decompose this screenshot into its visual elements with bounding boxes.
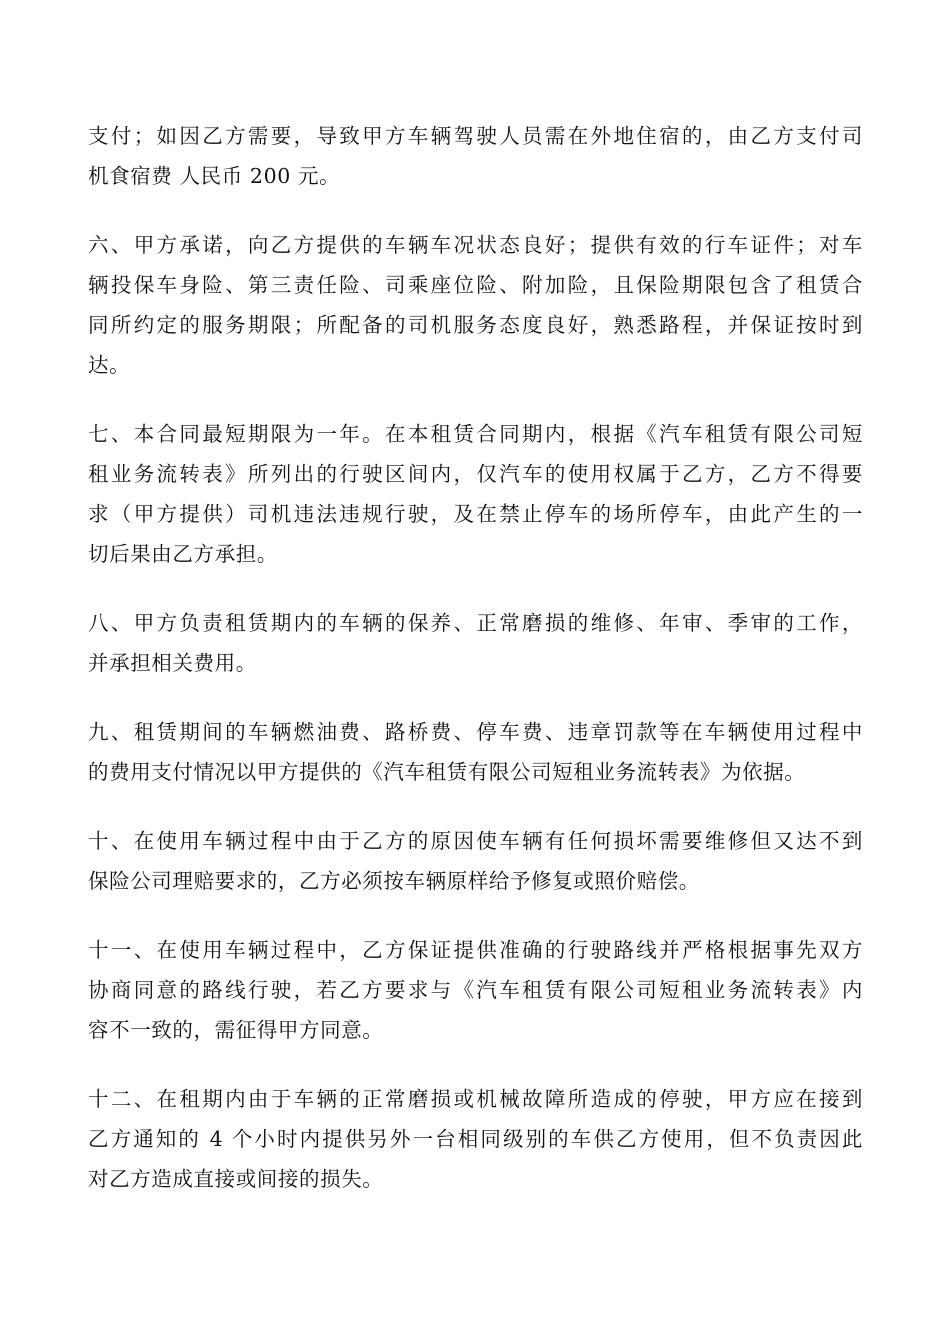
paragraph-line: 支付；如因乙方需要，导致甲方车辆驾驶人员需在外地住宿的，由乙方支付司 [88,124,863,148]
paragraph-line: 切后果由乙方承担。 [88,542,278,566]
paragraph-line: 十、在使用车辆过程中由于乙方的原因使车辆有任何损坏需要维修但又达不到 [88,829,863,853]
paragraph-line: 同所约定的服务期限；所配备的司机服务态度良好，熟悉路程，并保证按时到 [88,313,863,337]
paragraph-line: 六、甲方承诺，向乙方提供的车辆车况状态良好；提供有效的行车证件；对车 [88,233,863,257]
paragraph-clause-6 [88,225,863,385]
paragraph-line: 租业务流转表》所列出的行驶区间内，仅汽车的使用权属于乙方，乙方不得要 [88,462,863,486]
paragraph-clause-7 [88,414,863,574]
paragraph-line: 求（甲方提供）司机违法违规行驶，及在禁止停车的场所停车，由此产生的一 [88,502,863,526]
paragraph-clause-12 [88,1079,863,1199]
paragraph-line: 辆投保车身险、第三责任险、司乘座位险、附加险，且保险期限包含了租赁合 [88,273,863,297]
paragraph-line: 七、本合同最短期限为一年。在本租赁合同期内，根据《汽车租赁有限公司短 [88,422,863,446]
paragraph-line: 对乙方造成直接或间接的损失。 [88,1167,384,1191]
paragraph-clause-11 [88,930,863,1050]
paragraph-clause-9 [88,712,863,792]
paragraph-payment-continuation [88,116,863,196]
paragraph-line: 机食宿费 人民币 200 元。 [88,164,341,188]
paragraph-line: 保险公司理赔要求的，乙方必须按车辆原样给予修复或照价赔偿。 [88,869,700,893]
paragraph-line: 达。 [88,353,131,377]
paragraph-line: 容不一致的，需征得甲方同意。 [88,1018,384,1042]
paragraph-line: 十二、在租期内由于车辆的正常磨损或机械故障所造成的停驶，甲方应在接到 [88,1087,863,1111]
paragraph-line: 并承担相关费用。 [88,651,257,675]
paragraph-line: 九、租赁期间的车辆燃油费、路桥费、停车费、违章罚款等在车辆使用过程中 [88,720,863,744]
paragraph-clause-10 [88,821,863,901]
paragraph-line: 乙方通知的 4 个小时内提供另外一台相同级别的车供乙方使用，但不负责因此 [88,1127,863,1151]
paragraph-line: 十一、在使用车辆过程中，乙方保证提供准确的行驶路线并严格根据事先双方 [88,938,863,962]
paragraph-line: 协商同意的路线行驶，若乙方要求与《汽车租赁有限公司短租业务流转表》内 [88,978,863,1002]
paragraph-clause-8 [88,603,863,683]
paragraph-line: 八、甲方负责租赁期内的车辆的保养、正常磨损的维修、年审、季审的工作， [88,611,863,635]
paragraph-line: 的费用支付情况以甲方提供的《汽车租赁有限公司短租业务流转表》为依据。 [88,760,806,784]
document-body [88,116,863,1228]
